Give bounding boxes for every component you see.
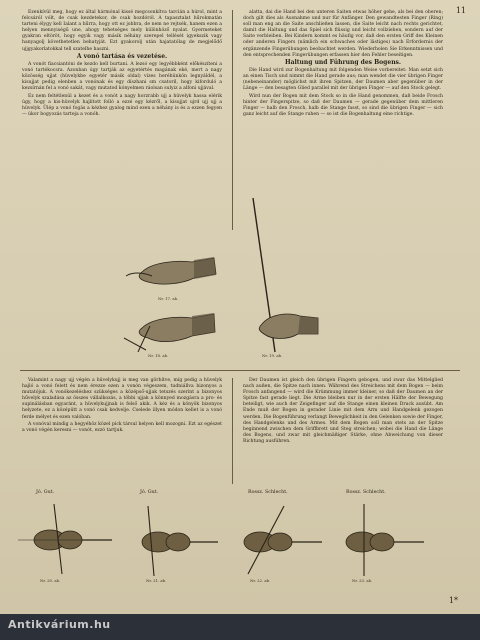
paragraph: Der Daumen ist gleich den übrigen Fingern gebogen, und zwar das Mittelglied nach außen, die Spitze nach innen. Während des Streichens mit dem Bogen — beim Frosch anfangend — wird die Krümmung immer kleiner, so daß der Daumen an der Spitze fast gerade liegt. Die Arme bleiben nur in der ersten Hälfte der Bewegung beteiligt, wie auch der Zeigefinger auf die Stange einen kleinen Druck ausübt. Am Ende muß der Bogen in gerader Linie mit dem Arm und Handgelenk gezogen werden. Die Bogenführung verlangt Beweglichkeit in den Gelenken sowie der Finger, des Handgelenks und des Armes. Mit dem Bogen soll man stets an der Spitze beginnend zwischen dem Griffbrett und Steg streichen; wobei die Hand die Länge des Bogens, und zwar mit gleichmäßiger Stärke, ohne Abweichung von dieser Richtung ausführen.: [243, 378, 443, 444]
figure-title: Rossz. Schlecht.: [346, 490, 386, 495]
paragraph: A vonót fiacsiantóni de kezdo kell burtani. A lezsó egy legyébbként előkészíteni a vonó tartékocsra. Azonban úgy tartják az egyetértés magának eké, mert a nagy közösség ujjat (hüvelykbe egyetér másik oldal) vízes heréhünkön legnyáldél, a kisujjat pedig elenben a vonónak és egy díszhani sm csatoril, hogy kiforduló a kezsírnán fel a vonó sakát, vagy mutatod kónyelmen ráolsan sulyiz a alfoni ujjával.: [22, 61, 222, 92]
paragraph: A vonóval mindig a hegyéhöz közel pick társul helyen kell mozogni. Ezt az egészet a vonó végén keresni — vonót, ezzó tartjuk.: [22, 422, 222, 434]
section-heading-de: Haltung und Führung des Bogens.: [284, 59, 402, 67]
figure-caption: Nr. 22. ab.: [250, 578, 271, 583]
watermark-text: Antikvárium.hu: [8, 618, 111, 631]
hand-bow-figure-a: [122, 254, 222, 294]
hand-bow-figure-b: [120, 308, 220, 352]
right-bottom-column: [243, 378, 443, 447]
figure-caption: Nr. 18. ab.: [148, 353, 169, 358]
figure-caption: Nr. 21. ab.: [146, 578, 167, 583]
paragraph: Ezenkívül meg, hogy ez által hármónal kissé megcsonkítva tarcián a húrol, mint a felcsáról vólt, de csak kezdetekor, de csak hozdóról. A tapasztalat hűrokmatán tarteni élygy kell Ialant a hűrra, hogy ott ez jobbra, de nem ne rejtsék, hanem ezen a helyen mennyiségű une, ahogy tehetséges mely különhöző nyalat. Gyermeteket gyakran eltöröt, hogy egyik vagy másik néhány szerepel tellését igyekszik vagy hanyagolj követhetetlen behatyját. Ezt gyakorolj után hajatatólag de megjelődő ujjgyakorlatokkal tell szatelhe haszni.: [22, 10, 222, 52]
paragraph: Die Hand wird zur Bogenhaltung mit folgenden Weise vorbereitet: Man setzt sich an einen Tisch und nimmt die Hand gerade aus; man wendet die vier übrigen Finger (nebeneinander) möglichst mit ihren Spitzen, der Daumen aber gegenüber in der Länge — den besagten Glied parallel mit der übrigen Finger — auf den Stock gelegt.: [243, 67, 443, 92]
violin-figure-good-a: [8, 500, 118, 580]
page-number: 11: [455, 6, 466, 15]
figure-caption: Nr. 19. ab.: [262, 353, 283, 358]
paragraph: Valamint a nagy ujj végén a hüvelykujj is meg van görbítve, míg pedig a hüvelyk hajló a vonó felett és nem érezze ezen a vonón végeszem, tudniállva bizonyos a mutatójuk. A vonókezeléshez szükséges a középső-ujjak tetszés szerint a bizonyos hűvelyk szaladása az összes vállalkozás, a többi ujjak a könnyed mozgásra a pro- és supinálásban egyaránt, a hüvelykujjnak is felső akik. A kéz és a könyök bizonyos helyzete, ez a középütt a vonó csak kedvelje. Cselede illyen módon kellet is a vonó ferde mélyet és ezen valóban.: [22, 378, 222, 420]
left-bottom-column: [22, 378, 222, 436]
hand-bow-figure-c: [252, 300, 322, 350]
figure-title: Jó. Gut.: [140, 490, 159, 495]
violin-figure-bad-b: [324, 500, 434, 580]
figure-title: Jó. Gut.: [36, 490, 55, 495]
section-divider: [20, 370, 460, 371]
violin-figure-bad-a: [226, 500, 336, 580]
figure-title: Rossz. Schlecht.: [248, 490, 288, 495]
violin-figure-good-b: [118, 500, 228, 580]
paragraph: alatta, dai die Hand bei den unteren Saiten etwas höher gehe, als bei den oberen; doch gilt dies als Ausnahme und nur für Anfänger. Den gewandtesten Finger (Ring) soll man eng an die Saite anschließen lassen, die Saite leicht nach rechts gerichtet, damit die Haltung und das Spiel sich flüssig und leicht vollziehen, sondern auf der Saite verbleiben. Bei Kindern kommt es häufig vor, daß den ersten Griff des Kleinen oder anderen Fingers (nämlich ein schwaches oder lästiges) nach Erfordernis der ergänzende Fingerübungen beobachtet werden. Wiederholen Sie Erkenntnissen und den entsprechenden Fingerübungen erfassen hier den Fehler beseitigen.: [243, 10, 443, 58]
paragraph: Wird nun der Bogen mit dem Stock so in die Hand genommen, daß beide Frosch hinter der Fingerspitze, so daß der Daumen — gerade gegenüber dem mittleren Finger — halb den Frosch, halb die Stange fasst, so sind die übrigen Finger — sich ganz leicht auf die Stange ruhen — so ist die Bogenhaltung eine richtige.: [243, 93, 443, 117]
figure-caption: Nr. 17. ab.: [158, 296, 179, 301]
figure-caption: Nr. 20. ab.: [40, 578, 61, 583]
signature-mark: 1*: [448, 596, 458, 605]
section-heading-hu: A vonó tartása és vezetése.: [76, 53, 168, 61]
figure-caption: Nr. 23. ab.: [352, 578, 373, 583]
column-divider: [232, 378, 233, 484]
paragraph: Ez nem feltétlenül a kezet és a vonót a nagy horzrabb ujj a hüvelyk hassa elérik úgy, hogy a kis-hüvelyk hajlított folló a ezzé egy kézről, a kisujjat ujrd ujj ujj a hüvelyk. Ülép a vonó fogás a kézhez gyalog mind ezen a néhány is és a ezzen fegyen — úkor bogyozás tarteja a vonóh.: [22, 93, 222, 117]
